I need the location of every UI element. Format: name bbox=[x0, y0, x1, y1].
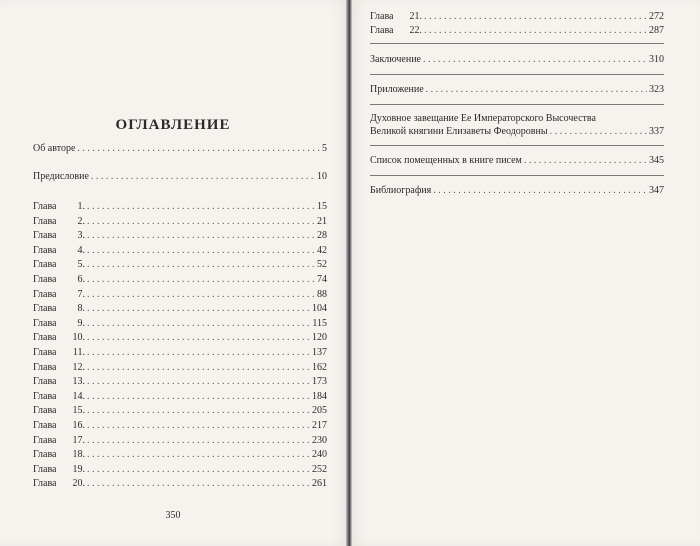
leader-dots bbox=[87, 405, 310, 417]
entry-page: 184 bbox=[312, 390, 327, 402]
entry-page: 287 bbox=[649, 25, 664, 36]
toc-entry-chapter bbox=[33, 318, 327, 330]
section-divider bbox=[370, 104, 664, 105]
leader-dots bbox=[87, 230, 315, 242]
entry-page: 347 bbox=[649, 185, 664, 196]
section-divider bbox=[370, 74, 664, 75]
entry-page: 230 bbox=[312, 434, 327, 446]
toc-entry-chapter bbox=[33, 435, 327, 447]
chapter-word: Глава bbox=[33, 405, 57, 417]
section-divider bbox=[370, 43, 664, 44]
toc-entry-testament bbox=[370, 126, 664, 138]
entry-page: 15 bbox=[317, 201, 327, 212]
entry-page: 337 bbox=[649, 126, 664, 137]
toc-entry-chapter bbox=[33, 332, 327, 344]
leader-dots bbox=[91, 171, 315, 183]
entry-page: 310 bbox=[649, 54, 664, 65]
toc-entry-chapter bbox=[33, 362, 327, 374]
entry-page: 120 bbox=[312, 332, 327, 344]
entry-page: 137 bbox=[312, 347, 327, 358]
entry-page: 42 bbox=[317, 244, 327, 256]
leader-dots bbox=[524, 155, 647, 167]
chapter-number: 4. bbox=[77, 244, 85, 256]
chapter-number: 8. bbox=[77, 303, 85, 315]
leader-dots bbox=[87, 303, 310, 315]
entry-page: 74 bbox=[317, 274, 327, 285]
entry-page: 88 bbox=[317, 288, 327, 300]
leader-dots bbox=[87, 274, 315, 286]
entry-page: 252 bbox=[312, 463, 327, 475]
leader-dots bbox=[87, 318, 310, 330]
entry-label: Библиография bbox=[370, 185, 432, 196]
chapter-number: 15. bbox=[72, 405, 85, 417]
entry-page: 5 bbox=[322, 143, 327, 154]
toc-entry-chapter bbox=[33, 303, 327, 315]
chapter-number: 3. bbox=[77, 230, 85, 242]
toc-entry-chapter bbox=[33, 420, 327, 432]
toc-entry-chapter bbox=[370, 11, 664, 23]
chapter-number: 14. bbox=[72, 390, 85, 402]
chapter-word: Глава bbox=[33, 332, 57, 344]
chapter-word: Глава bbox=[33, 317, 57, 329]
chapter-number: 5. bbox=[77, 259, 85, 271]
toc-entry-chapter bbox=[33, 216, 327, 228]
entry-label: Великой княгини Елизаветы Феодоровны bbox=[370, 126, 548, 137]
entry-label: Заключение bbox=[370, 54, 421, 65]
leader-dots bbox=[87, 289, 315, 301]
chapter-word: Глава bbox=[33, 420, 57, 431]
chapter-number: 20. bbox=[72, 478, 85, 490]
chapter-word: Глава bbox=[33, 434, 57, 446]
leader-dots bbox=[424, 11, 647, 23]
page-number: 350 bbox=[165, 510, 181, 521]
entry-label: Об авторе bbox=[33, 143, 76, 154]
chapter-word: Глава bbox=[33, 274, 57, 285]
toc-entry-chapter bbox=[370, 25, 664, 37]
entry-page: 323 bbox=[649, 84, 664, 95]
chapter-word: Глава bbox=[33, 244, 57, 256]
leader-dots bbox=[87, 435, 310, 447]
chapter-number: 1. bbox=[77, 201, 85, 212]
leader-dots bbox=[424, 25, 647, 37]
toc-entry-chapter bbox=[33, 230, 327, 242]
entry-page: 52 bbox=[317, 259, 327, 271]
chapter-word: Глава bbox=[33, 201, 57, 212]
chapter-word: Глава bbox=[33, 463, 57, 475]
chapter-word: Глава bbox=[33, 259, 57, 271]
chapter-number: 13. bbox=[72, 376, 85, 388]
leader-dots bbox=[87, 478, 310, 490]
chapter-number: 22. bbox=[409, 25, 422, 36]
leader-dots bbox=[77, 143, 320, 155]
leader-dots bbox=[87, 464, 310, 476]
leader-dots bbox=[87, 420, 310, 432]
toc-entry-chapter bbox=[33, 347, 327, 359]
chapter-word: Глава bbox=[33, 449, 57, 461]
leader-dots bbox=[87, 216, 315, 228]
chapter-number: 11. bbox=[72, 347, 85, 358]
chapter-number: 9. bbox=[77, 317, 85, 329]
chapter-word: Глава bbox=[33, 303, 57, 315]
leader-dots bbox=[87, 332, 310, 344]
toc-entry-chapter bbox=[33, 259, 327, 271]
toc-entry-chapter bbox=[33, 201, 327, 213]
leader-dots bbox=[87, 449, 310, 461]
chapter-number: 18. bbox=[72, 449, 85, 461]
leader-dots bbox=[87, 391, 310, 403]
leader-dots bbox=[426, 84, 647, 96]
leader-dots bbox=[423, 54, 647, 66]
chapter-word: Глава bbox=[33, 230, 57, 242]
toc-entry-conclusion bbox=[370, 54, 664, 66]
chapter-number: 6. bbox=[77, 274, 85, 285]
toc-entry-about-author bbox=[33, 143, 327, 155]
leader-dots bbox=[433, 185, 647, 197]
chapter-word: Глава bbox=[33, 361, 57, 373]
toc-entry-preface bbox=[33, 171, 327, 183]
entry-label: Предисловие bbox=[33, 171, 89, 182]
toc-entry-chapter bbox=[33, 376, 327, 388]
toc-entry-chapter bbox=[33, 449, 327, 461]
chapter-word: Глава bbox=[370, 25, 394, 36]
leader-dots bbox=[87, 245, 315, 257]
entry-page: 28 bbox=[317, 230, 327, 242]
toc-entry-chapter bbox=[33, 464, 327, 476]
entry-page: 21 bbox=[317, 215, 327, 227]
chapter-number: 12. bbox=[72, 361, 85, 373]
chapter-number: 7. bbox=[77, 288, 85, 300]
toc-entry-bibliography bbox=[370, 185, 664, 197]
chapter-word: Глава bbox=[33, 390, 57, 402]
entry-page: 115 bbox=[312, 317, 327, 329]
toc-entry-chapter bbox=[33, 245, 327, 257]
leader-dots bbox=[87, 259, 315, 271]
chapter-word: Глава bbox=[33, 288, 57, 300]
entry-page: 205 bbox=[312, 405, 327, 417]
chapter-word: Глава bbox=[33, 478, 57, 490]
toc-entry-chapter bbox=[33, 274, 327, 286]
chapter-word: Глава bbox=[33, 376, 57, 388]
entry-page: 162 bbox=[312, 361, 327, 373]
entry-label: Список помещенных в книге писем bbox=[370, 155, 522, 166]
chapter-number: 10. bbox=[72, 332, 85, 344]
chapter-number: 21. bbox=[409, 11, 422, 22]
leader-dots bbox=[87, 347, 310, 359]
entry-page: 104 bbox=[312, 303, 327, 315]
toc-heading: ОГЛАВЛЕНИЕ bbox=[115, 117, 231, 133]
chapter-word: Глава bbox=[33, 347, 57, 358]
right-page bbox=[352, 0, 700, 546]
testament-line1: Духовное завещание Ее Императорского Высочества bbox=[370, 113, 596, 124]
entry-page: 10 bbox=[317, 171, 327, 182]
chapter-number: 19. bbox=[72, 463, 85, 475]
entry-page: 240 bbox=[312, 449, 327, 461]
chapter-number: 17. bbox=[72, 434, 85, 446]
toc-entry-chapter bbox=[33, 289, 327, 301]
toc-entry-chapter bbox=[33, 478, 327, 490]
entry-page: 272 bbox=[649, 11, 664, 22]
leader-dots bbox=[87, 201, 315, 213]
chapter-word: Глава bbox=[370, 11, 394, 22]
entry-page: 217 bbox=[312, 420, 327, 431]
section-divider bbox=[370, 175, 664, 176]
leader-dots bbox=[550, 126, 647, 138]
chapter-number: 2. bbox=[77, 215, 85, 227]
entry-page: 345 bbox=[649, 155, 664, 166]
chapter-number: 16. bbox=[72, 420, 85, 431]
chapter-word: Глава bbox=[33, 215, 57, 227]
section-divider bbox=[370, 145, 664, 146]
toc-entry-letters bbox=[370, 155, 664, 167]
entry-page: 261 bbox=[312, 478, 327, 490]
leader-dots bbox=[87, 362, 310, 374]
toc-entry-appendix bbox=[370, 84, 664, 96]
toc-entry-chapter bbox=[33, 405, 327, 417]
entry-page: 173 bbox=[312, 376, 327, 388]
toc-entry-chapter bbox=[33, 391, 327, 403]
entry-label: Приложение bbox=[370, 84, 424, 95]
leader-dots bbox=[87, 376, 310, 388]
